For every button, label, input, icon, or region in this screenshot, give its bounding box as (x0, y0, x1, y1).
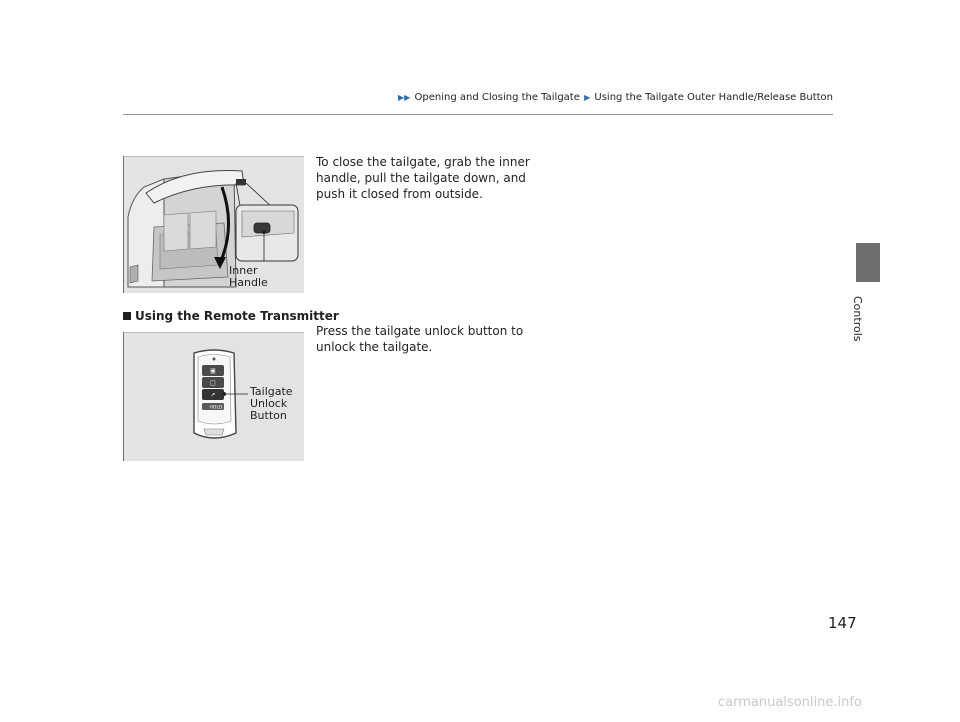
inner-handle-callout (229, 265, 268, 289)
svg-text:□: □ (210, 379, 216, 387)
close-tailgate-instructions: To close the tailgate, grab the inner handle, pull the tailgate down, and push it closed from outside. (316, 155, 530, 201)
tailgate-unlock-button-callout (250, 386, 293, 422)
breadcrumb-separator-icon: ▶ (584, 93, 591, 102)
chapter-label: Controls (851, 296, 864, 342)
svg-text:↗: ↗ (210, 391, 216, 399)
heading-text: Using the Remote Transmitter (135, 309, 339, 323)
callout-handle: Handle (229, 276, 268, 289)
svg-text:▣: ▣ (210, 367, 216, 375)
callout-unlock: Unlock (250, 397, 288, 410)
breadcrumb-item-outer-handle[interactable]: Using the Tailgate Outer Handle/Release Button (594, 92, 833, 103)
inner-handle-icon (254, 223, 270, 233)
inner-handle-spot (236, 179, 246, 185)
page-number: 147 (828, 614, 857, 632)
callout-inner: Inner (229, 264, 258, 277)
tailgate-drawing (124, 157, 304, 293)
breadcrumb-arrow-icon: ▶▶ (398, 93, 411, 102)
tailgate-illustration (123, 156, 304, 293)
chapter-tab[interactable] (856, 243, 880, 282)
remote-transmitter-illustration (123, 332, 304, 461)
breadcrumb (397, 92, 833, 103)
heading-square-icon (123, 312, 131, 320)
callout-button: Button (250, 409, 287, 422)
breadcrumb-item-tailgate[interactable]: Opening and Closing the Tailgate (414, 92, 580, 103)
hold-label: HOLD (209, 405, 223, 411)
remote-unlock-instructions: Press the tailgate unlock button to unlock the tailgate. (316, 324, 524, 354)
section-heading-remote-transmitter (123, 309, 339, 323)
header-rule (123, 114, 833, 115)
watermark: carmanualsonline.info (718, 695, 862, 710)
callout-tailgate: Tailgate (250, 385, 293, 398)
